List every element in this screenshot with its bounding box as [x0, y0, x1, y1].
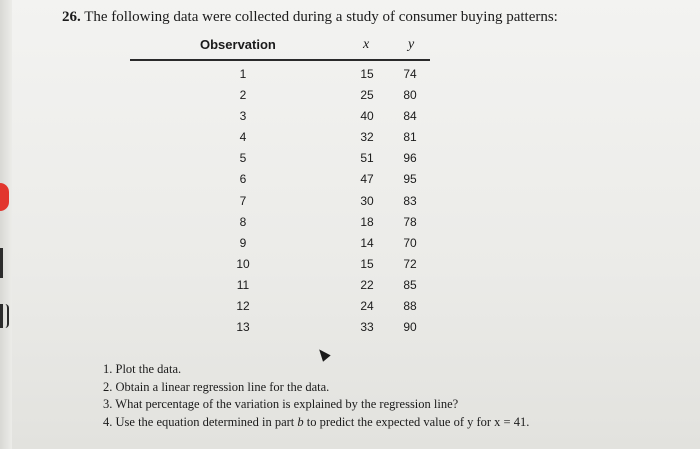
- table-row: [130, 254, 430, 275]
- question-item: [103, 414, 529, 432]
- table-row: [130, 85, 430, 106]
- question-text: 3. What percentage of the variation is explained by the regression line?: [103, 397, 459, 411]
- header-rule: [130, 59, 430, 61]
- y-cell: 81: [403, 130, 417, 145]
- observation-cell: 1: [239, 67, 247, 81]
- y-cell: 85: [403, 277, 417, 292]
- x-cell: 15: [360, 67, 374, 81]
- table-row: [130, 212, 430, 233]
- y-cell: 78: [403, 214, 417, 229]
- observation-cell: 3: [239, 109, 247, 124]
- table-row: [130, 106, 430, 127]
- table-row: [130, 275, 430, 296]
- question-text-tail: to predict the expected value of y for x = 41.: [303, 414, 530, 429]
- table-row: [130, 64, 430, 85]
- y-cell: 90: [403, 320, 417, 335]
- page-edge: [0, 0, 12, 449]
- y-cell: 96: [403, 151, 417, 166]
- x-cell: 15: [360, 256, 374, 271]
- y-cell: 80: [403, 88, 417, 103]
- problem-text: The following data were collected during a study of consumer buying patterns:: [84, 9, 558, 25]
- observation-cell: 2: [239, 88, 247, 103]
- observation-cell: 8: [239, 214, 247, 229]
- observation-cell: 10: [236, 256, 250, 271]
- binder-mark: [0, 248, 3, 278]
- observation-cell: 5: [239, 151, 247, 166]
- table-row: [130, 233, 430, 254]
- x-cell: 14: [360, 235, 374, 250]
- mouse-cursor-icon: [315, 346, 330, 362]
- header-y: y: [408, 37, 415, 52]
- question-list: [103, 361, 529, 431]
- table-row: [130, 148, 430, 169]
- observation-cell: 13: [236, 320, 250, 335]
- x-cell: 51: [360, 151, 374, 166]
- data-table: [130, 32, 430, 335]
- y-cell: 95: [403, 172, 417, 187]
- table-body: [130, 64, 430, 338]
- x-cell: 22: [360, 277, 374, 292]
- x-cell: 47: [360, 172, 374, 187]
- question-item: [103, 396, 529, 414]
- table-row: [130, 169, 430, 190]
- observation-cell: 4: [239, 130, 247, 145]
- x-cell: 24: [360, 299, 374, 314]
- y-cell: 74: [403, 67, 417, 81]
- y-cell: 84: [403, 109, 417, 124]
- problem-number: 26.: [62, 9, 81, 25]
- question-text: 2. Obtain a linear regression line for the data.: [103, 379, 330, 394]
- header-x: x: [363, 37, 370, 52]
- y-cell: 83: [403, 193, 417, 208]
- table-header: [130, 32, 430, 56]
- question-text: 1. Plot the data.: [103, 362, 182, 376]
- y-cell: 88: [403, 299, 417, 314]
- question-text: 4. Use the equation determined in part: [103, 414, 298, 429]
- question-item: [103, 361, 529, 379]
- x-cell: 18: [360, 214, 374, 229]
- observation-cell: 12: [236, 299, 250, 314]
- table-row: [130, 317, 430, 338]
- table-row: [130, 296, 430, 317]
- y-cell: 72: [403, 256, 417, 271]
- x-cell: 33: [360, 320, 374, 335]
- binder-mark: [0, 304, 9, 328]
- table-row: [130, 191, 430, 212]
- x-cell: 40: [360, 109, 374, 124]
- question-item: [103, 379, 529, 397]
- x-cell: 25: [360, 88, 374, 103]
- observation-cell: 11: [236, 277, 250, 292]
- table-row: [130, 127, 430, 148]
- question-part-ref: b: [297, 414, 304, 429]
- header-observation: Observation: [200, 37, 276, 52]
- x-cell: 30: [360, 193, 374, 208]
- observation-cell: 6: [239, 172, 247, 187]
- observation-cell: 9: [239, 235, 247, 250]
- observation-cell: 7: [239, 193, 247, 208]
- y-cell: 70: [403, 235, 417, 250]
- x-cell: 32: [360, 130, 374, 145]
- problem-statement: [62, 9, 558, 26]
